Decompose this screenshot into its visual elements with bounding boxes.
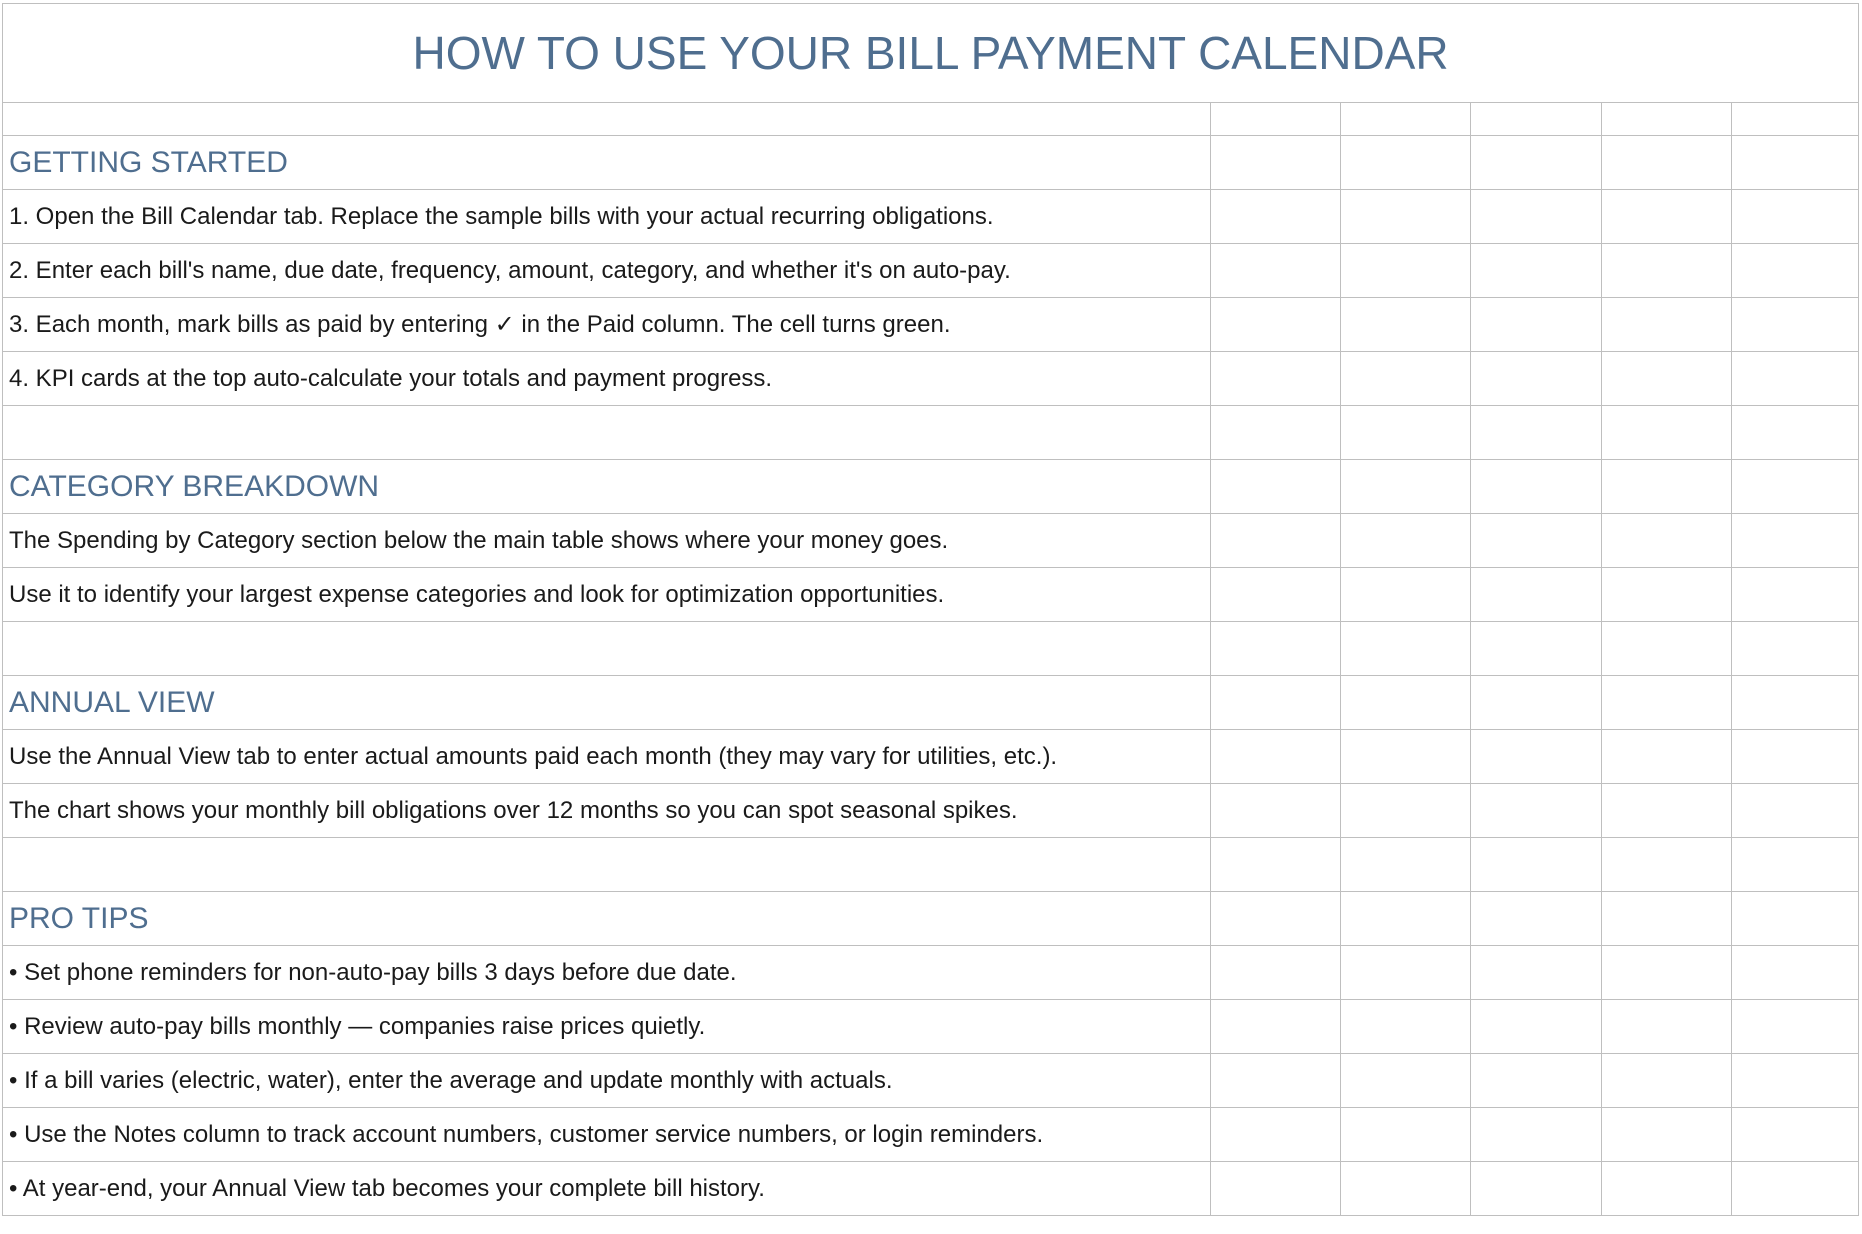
instruction-row [3,568,1859,622]
cell[interactable] [1211,1108,1341,1162]
instruction-row [3,244,1859,298]
instructions-sheet [2,3,1859,1216]
cell[interactable] [1602,244,1732,298]
cell[interactable] [1602,1054,1732,1108]
cell[interactable] [1602,514,1732,568]
cell[interactable] [1602,622,1732,676]
cell[interactable] [1471,622,1602,676]
cell[interactable] [1732,136,1859,190]
tip-row [3,946,1859,1000]
cell[interactable] [1732,352,1859,406]
cell[interactable] [1341,1108,1471,1162]
cell[interactable] [1211,622,1341,676]
tip-text[interactable]: • Use the Notes column to track account numbers, customer service numbers, or login reminders. [3,1108,1211,1162]
cell[interactable] [1602,352,1732,406]
cell[interactable] [1341,406,1471,460]
cell[interactable] [1341,244,1471,298]
cell[interactable] [1602,298,1732,352]
cell[interactable] [1341,946,1471,1000]
cell[interactable] [1471,298,1602,352]
section-heading-getting-started[interactable]: GETTING STARTED [3,136,1211,190]
cell[interactable] [1602,406,1732,460]
cell[interactable] [1471,946,1602,1000]
section-header-row [3,460,1859,514]
cell[interactable] [3,406,1211,460]
cell[interactable] [1732,892,1859,946]
tip-text[interactable]: • Review auto-pay bills monthly — companies raise prices quietly. [3,1000,1211,1054]
cell[interactable] [1471,1054,1602,1108]
tip-text[interactable]: • At year-end, your Annual View tab becomes your complete bill history. [3,1162,1211,1216]
cell[interactable] [1341,460,1471,514]
cell[interactable] [1471,568,1602,622]
instruction-row [3,352,1859,406]
cell[interactable] [1732,406,1859,460]
cell[interactable] [1602,1162,1732,1216]
cell[interactable] [1471,892,1602,946]
page-title[interactable]: HOW TO USE YOUR BILL PAYMENT CALENDAR [3,4,1859,103]
cell[interactable] [1341,784,1471,838]
cell[interactable] [1602,103,1732,136]
cell[interactable] [1471,352,1602,406]
tip-text[interactable]: • If a bill varies (electric, water), enter the average and update monthly with actuals. [3,1054,1211,1108]
title-row [3,4,1859,103]
cell[interactable] [1211,784,1341,838]
cell[interactable] [1602,460,1732,514]
cell[interactable] [1211,244,1341,298]
cell[interactable] [1211,946,1341,1000]
cell[interactable] [3,838,1211,892]
section-header-row [3,676,1859,730]
cell[interactable] [1471,514,1602,568]
cell[interactable] [1211,892,1341,946]
tip-text[interactable]: • Set phone reminders for non-auto-pay bills 3 days before due date. [3,946,1211,1000]
cell[interactable] [1211,298,1341,352]
cell[interactable] [1471,730,1602,784]
cell[interactable] [1471,1000,1602,1054]
blank-row [3,406,1859,460]
cell[interactable] [1211,838,1341,892]
cell[interactable] [1341,298,1471,352]
cell[interactable] [1211,1054,1341,1108]
section-header-row [3,892,1859,946]
cell[interactable] [1732,103,1859,136]
cell[interactable] [1471,1108,1602,1162]
cell[interactable] [1471,784,1602,838]
cell[interactable] [1602,568,1732,622]
cell[interactable] [1602,784,1732,838]
cell[interactable] [1602,892,1732,946]
cell[interactable] [1602,730,1732,784]
cell[interactable] [1211,676,1341,730]
instruction-text[interactable]: 3. Each month, mark bills as paid by entering ✓ in the Paid column. The cell turns green. [3,298,1211,352]
cell[interactable] [1732,784,1859,838]
cell[interactable] [1471,460,1602,514]
cell[interactable] [1341,103,1471,136]
cell[interactable] [1341,514,1471,568]
cell[interactable] [1341,676,1471,730]
cell[interactable] [3,622,1211,676]
cell[interactable] [1602,838,1732,892]
tip-row [3,1054,1859,1108]
cell[interactable] [1211,103,1341,136]
cell[interactable] [1732,1000,1859,1054]
instruction-text[interactable]: 4. KPI cards at the top auto-calculate your totals and payment progress. [3,352,1211,406]
spacer-row [3,103,1859,136]
cell[interactable] [1732,568,1859,622]
tip-row [3,1000,1859,1054]
instruction-text[interactable]: The chart shows your monthly bill obligations over 12 months so you can spot seasonal spikes. [3,784,1211,838]
cell[interactable] [1732,190,1859,244]
cell[interactable] [1211,352,1341,406]
instruction-text[interactable]: 1. Open the Bill Calendar tab. Replace the sample bills with your actual recurring obligations. [3,190,1211,244]
blank-row [3,838,1859,892]
cell[interactable] [1471,676,1602,730]
instruction-text[interactable]: Use the Annual View tab to enter actual amounts paid each month (they may vary for utilities, etc.). [3,730,1211,784]
cell[interactable] [1732,730,1859,784]
cell[interactable] [1211,136,1341,190]
cell[interactable] [1602,190,1732,244]
instruction-text[interactable]: The Spending by Category section below the main table shows where your money goes. [3,514,1211,568]
cell[interactable] [1211,568,1341,622]
section-heading-annual-view[interactable]: ANNUAL VIEW [3,676,1211,730]
instruction-row [3,298,1859,352]
instruction-row [3,514,1859,568]
cell[interactable] [1341,1162,1471,1216]
cell[interactable] [1341,1054,1471,1108]
cell[interactable] [1732,514,1859,568]
section-heading-category-breakdown[interactable]: CATEGORY BREAKDOWN [3,460,1211,514]
instruction-text[interactable]: Use it to identify your largest expense categories and look for optimization opportunities. [3,568,1211,622]
cell[interactable] [1471,190,1602,244]
cell[interactable] [1341,352,1471,406]
cell[interactable] [1732,1054,1859,1108]
instruction-row [3,784,1859,838]
cell[interactable] [1471,103,1602,136]
cell[interactable] [1602,136,1732,190]
cell[interactable] [1732,1108,1859,1162]
tip-row [3,1162,1859,1216]
cell[interactable] [1732,1162,1859,1216]
cell[interactable] [1471,136,1602,190]
blank-row [3,622,1859,676]
cell[interactable] [1341,838,1471,892]
cell[interactable] [1211,1000,1341,1054]
cell[interactable] [1341,892,1471,946]
cell[interactable] [1211,406,1341,460]
cell[interactable] [1211,1162,1341,1216]
cell[interactable] [3,103,1211,136]
cell[interactable] [1211,460,1341,514]
tip-row [3,1108,1859,1162]
cell[interactable] [1341,730,1471,784]
cell[interactable] [1341,190,1471,244]
cell[interactable] [1602,1108,1732,1162]
cell[interactable] [1602,946,1732,1000]
cell[interactable] [1341,1000,1471,1054]
cell[interactable] [1471,1162,1602,1216]
cell[interactable] [1732,244,1859,298]
cell[interactable] [1341,136,1471,190]
cell[interactable] [1732,838,1859,892]
cell[interactable] [1471,838,1602,892]
cell[interactable] [1471,406,1602,460]
cell[interactable] [1211,514,1341,568]
cell[interactable] [1732,946,1859,1000]
cell[interactable] [1732,622,1859,676]
cell[interactable] [1732,460,1859,514]
cell[interactable] [1732,298,1859,352]
cell[interactable] [1732,676,1859,730]
section-heading-pro-tips[interactable]: PRO TIPS [3,892,1211,946]
instruction-text[interactable]: 2. Enter each bill's name, due date, frequency, amount, category, and whether it's on auto-pay. [3,244,1211,298]
cell[interactable] [1341,568,1471,622]
cell[interactable] [1602,676,1732,730]
instruction-row [3,730,1859,784]
cell[interactable] [1341,622,1471,676]
instruction-row [3,190,1859,244]
cell[interactable] [1211,190,1341,244]
cell[interactable] [1471,244,1602,298]
cell[interactable] [1602,1000,1732,1054]
section-header-row [3,136,1859,190]
cell[interactable] [1211,730,1341,784]
